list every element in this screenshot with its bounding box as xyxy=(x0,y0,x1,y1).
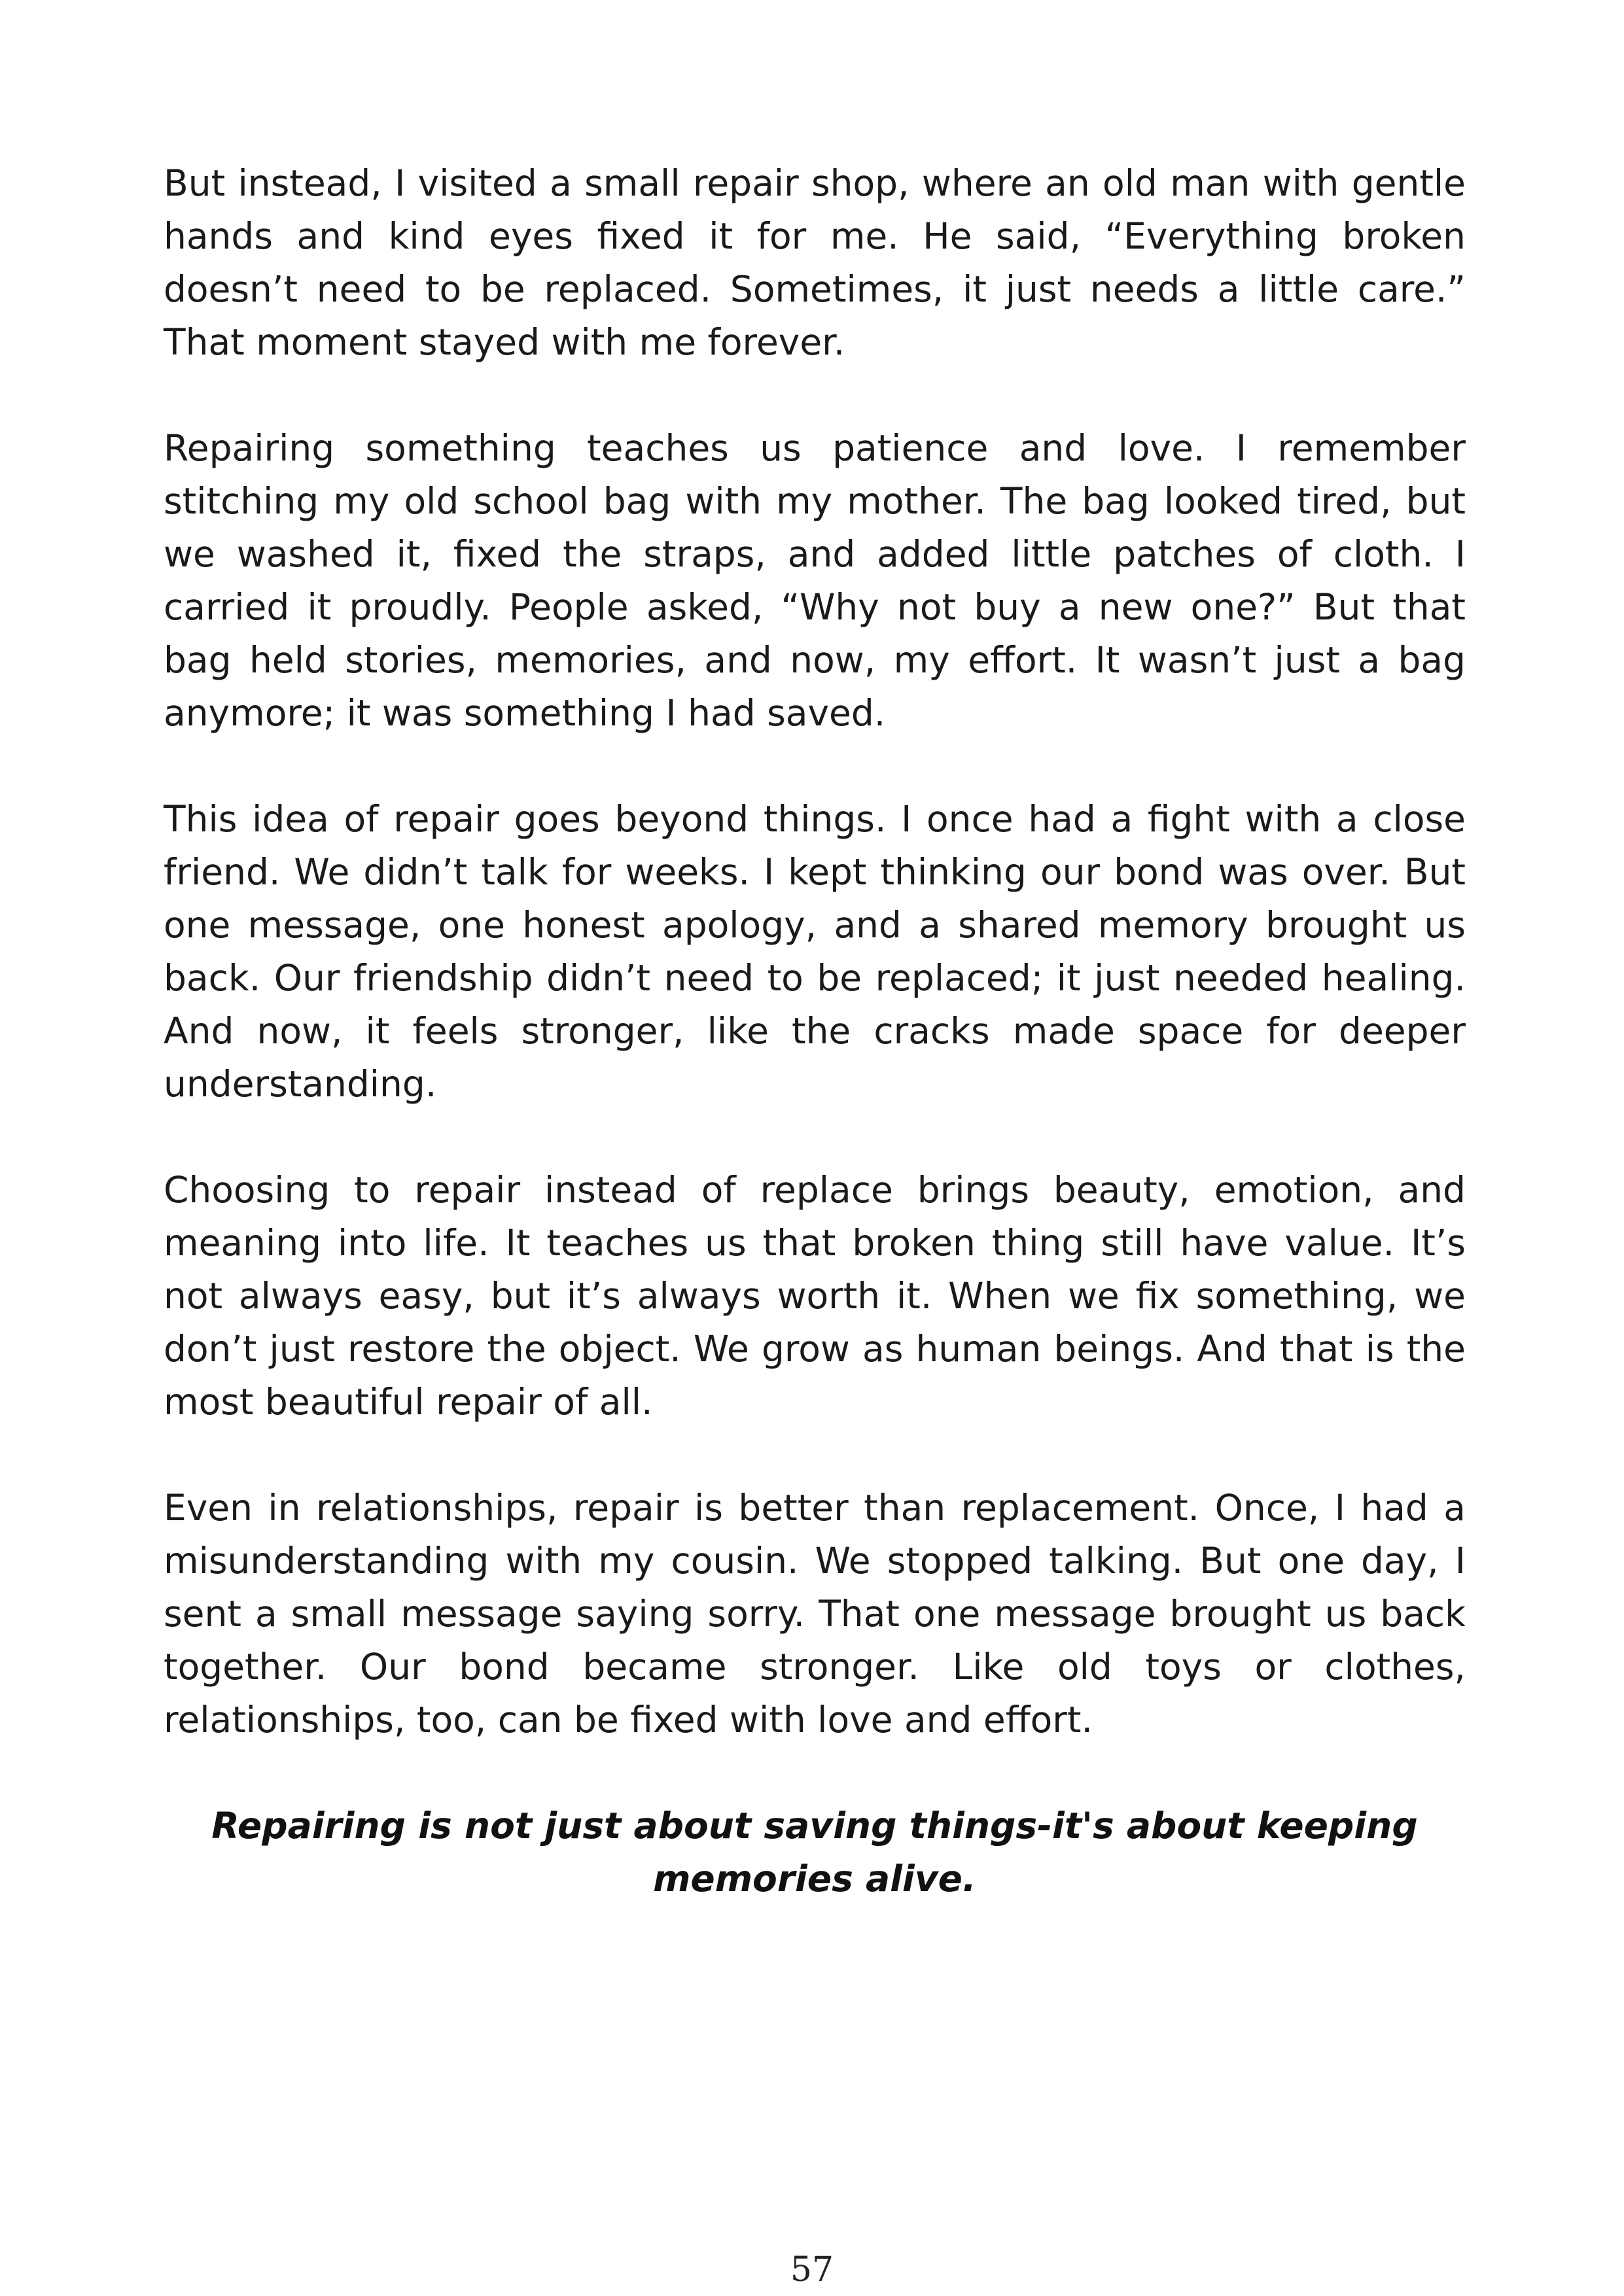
paragraph-school-bag: Repairing something teaches us patience and love. I remember stitching my old school bag with my mother. The bag looked tired, but we washed it, fixed the straps, and added little patches of cloth. I carried it proudly. People asked, “Why not buy a new one?” But that bag held stories, memories, and now, my effort. It wasn’t just a bag anymore; it was something I had saved. xyxy=(164,427,1466,734)
paragraph-relationships: Even in relationships, repair is better than replacement. Once, I had a misunderstanding with my cousin. We stopped talking. But one day, I sent a small message saying sorry. That one message brought us back together. Our bond became stronger. Like old toys or clothes, relationships, too, can be fixed with love and effort. xyxy=(164,1487,1466,1741)
paragraph-friendship: This idea of repair goes beyond things. I once had a fight with a close friend. We didn’t talk for weeks. I kept thinking our bond was over. But one message, one honest apology, and a shared memory brought us back. Our friendship didn’t need to be replaced; it just needed healing. And now, it feels stronger, like the cracks made space for deeper understanding. xyxy=(164,798,1466,1105)
body-text xyxy=(164,157,1466,1905)
paragraph-choosing-repair: Choosing to repair instead of replace brings beauty, emotion, and meaning into life. It teaches us that broken thing still have value. It’s not always easy, but it’s always worth it. When we fix something, we don’t just restore the object. We grow as human beings. And that is the most beautiful repair of all. xyxy=(164,1169,1466,1423)
paragraph-repair-shop: But instead, I visited a small repair shop, where an old man with gentle hands and kind eyes fixed it for me. He said, “Everything broken doesn’t need to be replaced. Sometimes, it just needs a little care.” That moment stayed with me forever. xyxy=(164,162,1466,363)
closing-quote: Repairing is not just about saving things-it's about keeping memories alive. xyxy=(211,1805,1418,1900)
page-number: 57 xyxy=(790,2250,834,2289)
